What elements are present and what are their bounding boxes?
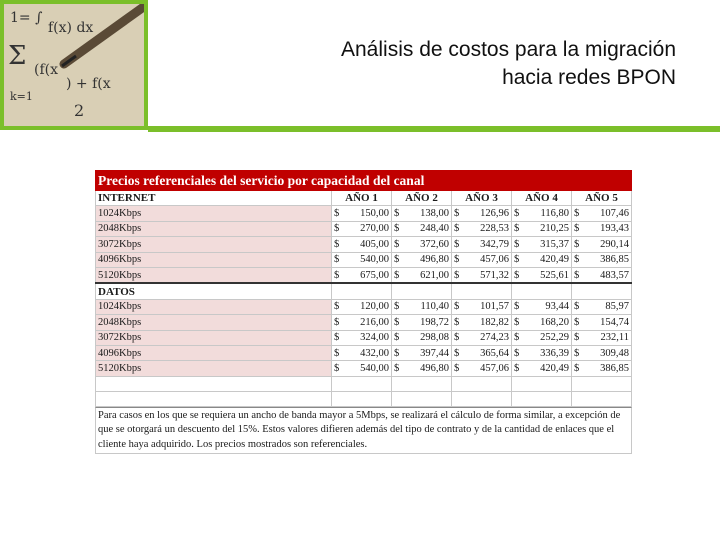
price-amount: 420,49 [540,254,569,266]
price-cell [452,330,512,345]
price-value [574,332,629,343]
price-amount: 101,57 [480,301,509,313]
currency-symbol: $ [334,223,340,235]
price-cell [512,299,572,314]
price-value [514,363,569,374]
price-value [574,223,629,234]
price-amount: 324,00 [360,332,389,344]
price-amount: 496,80 [420,254,449,266]
price-value [454,239,509,250]
currency-symbol: $ [394,208,400,220]
table-row [96,206,632,221]
price-value [334,348,389,359]
price-amount: 432,00 [360,347,389,359]
currency-symbol: $ [394,238,400,250]
empty-cell [512,391,572,406]
price-value [394,270,449,281]
price-amount: 496,80 [420,362,449,374]
table-row [96,361,632,376]
price-cell [512,252,572,267]
speed-label: 5120Kbps [96,267,332,283]
price-value [514,208,569,219]
svg-text:1= ∫: 1= ∫ [10,10,43,26]
empty-cell [512,376,572,391]
price-amount: 457,06 [480,362,509,374]
currency-symbol: $ [334,347,340,359]
price-cell [512,237,572,252]
speed-label: 3072Kbps [96,237,332,252]
price-amount: 621,00 [420,269,449,281]
price-cell [392,345,452,360]
empty-cell [452,391,512,406]
currency-symbol: $ [454,238,460,250]
price-cell [572,345,632,360]
price-cell [512,267,572,283]
price-cell [572,206,632,221]
currency-symbol: $ [574,332,580,344]
price-cell [512,206,572,221]
price-cell [332,345,392,360]
price-cell [332,237,392,252]
currency-symbol: $ [574,238,580,250]
speed-label: 1024Kbps [96,299,332,314]
price-amount: 365,64 [480,347,509,359]
empty-cell [392,376,452,391]
currency-symbol: $ [394,269,400,281]
table-row [96,315,632,330]
currency-symbol: $ [454,362,460,374]
empty-cell [332,283,392,299]
speed-label: 2048Kbps [96,221,332,236]
currency-symbol: $ [334,269,340,281]
price-amount: 315,37 [540,238,569,250]
empty-cell [332,391,392,406]
year-header: AÑO 1 [332,191,392,206]
price-value [394,348,449,359]
slide-title [216,36,676,92]
price-value [334,208,389,219]
currency-symbol: $ [334,332,340,344]
slide-header [0,0,720,130]
price-amount: 116,80 [540,208,569,220]
price-cell [332,361,392,376]
currency-symbol: $ [394,254,400,266]
currency-symbol: $ [454,301,460,313]
price-amount: 290,14 [600,238,630,250]
price-amount: 228,53 [480,223,509,235]
currency-symbol: $ [574,347,580,359]
price-amount: 336,39 [540,347,569,359]
blank-row [96,391,632,406]
price-value [514,317,569,328]
price-amount: 571,32 [480,269,509,281]
price-cell [392,267,452,283]
currency-symbol: $ [454,316,460,328]
price-cell [572,315,632,330]
slide-title-line-1: Análisis de costos para la migración [341,38,676,61]
price-value [454,363,509,374]
header-accent-bar [148,126,720,132]
price-amount: 483,57 [600,269,630,281]
currency-symbol: $ [454,332,460,344]
price-amount: 540,00 [360,254,389,266]
price-value [574,270,629,281]
price-amount: 126,96 [480,208,509,220]
price-cell [512,315,572,330]
currency-symbol: $ [394,347,400,359]
price-value [334,223,389,234]
price-amount: 309,48 [600,347,630,359]
currency-symbol: $ [454,223,460,235]
svg-text:Σ: Σ [8,41,27,71]
empty-cell [572,376,632,391]
price-value [454,301,509,312]
table-row [96,330,632,345]
currency-symbol: $ [574,269,580,281]
price-amount: 182,82 [480,316,509,328]
price-amount: 85,97 [605,301,630,313]
price-cell [392,330,452,345]
section-header-row [96,191,632,206]
currency-symbol: $ [454,347,460,359]
year-header: AÑO 5 [572,191,632,206]
price-amount: 525,61 [540,269,569,281]
speed-label: 2048Kbps [96,315,332,330]
price-value [574,348,629,359]
price-amount: 150,00 [360,208,389,220]
empty-cell [332,376,392,391]
currency-symbol: $ [514,208,520,220]
currency-symbol: $ [514,269,520,281]
svg-text:2: 2 [74,101,85,120]
speed-label: 4096Kbps [96,345,332,360]
currency-symbol: $ [334,238,340,250]
currency-symbol: $ [574,316,580,328]
price-cell [452,237,512,252]
price-cell [452,221,512,236]
price-cell [452,345,512,360]
price-value [334,332,389,343]
price-amount: 232,11 [600,332,630,344]
price-cell [332,206,392,221]
price-cell [572,237,632,252]
year-header: AÑO 2 [392,191,452,206]
price-amount: 93,44 [545,301,569,313]
year-header: AÑO 3 [452,191,512,206]
price-value [394,208,449,219]
price-value [454,208,509,219]
price-cell [512,361,572,376]
price-cell [452,315,512,330]
currency-symbol: $ [334,254,340,266]
price-amount: 168,20 [540,316,569,328]
price-value [454,270,509,281]
price-value [394,363,449,374]
section-header-row [96,283,632,299]
price-amount: 252,29 [540,332,569,344]
price-value [394,223,449,234]
price-amount: 248,40 [420,223,449,235]
price-cell [572,330,632,345]
price-table-sheet [95,170,632,460]
empty-cell [572,391,632,406]
price-cell [512,221,572,236]
section-label: INTERNET [96,191,332,206]
speed-label: 4096Kbps [96,252,332,267]
currency-symbol: $ [514,223,520,235]
math-formula-image [4,4,144,126]
price-value [334,270,389,281]
speed-label: 5120Kbps [96,361,332,376]
price-cell [572,361,632,376]
note-text: Para casos en los que se requiera un ancho de banda mayor a 5Mbps, se realizará el cálculo de forma similar, a excepción de que se otorgará un descuento del 15%. Estos valores difieren además del tipo de contrato y de la cantidad de enlaces que el cliente haya adquirido. Los precios mostrados son referenciales. [98,409,621,450]
empty-cell [452,376,512,391]
note-box [95,407,632,454]
price-amount: 138,00 [420,208,449,220]
price-value [514,270,569,281]
price-value [394,239,449,250]
section-label: DATOS [96,283,332,299]
price-value [454,332,509,343]
price-cell [332,330,392,345]
price-value [574,239,629,250]
price-cell [392,237,452,252]
price-value [394,332,449,343]
price-value [454,254,509,265]
price-value [514,239,569,250]
price-value [574,317,629,328]
currency-symbol: $ [574,254,580,266]
currency-symbol: $ [394,301,400,313]
price-amount: 420,49 [540,362,569,374]
price-value [574,301,629,312]
price-value [334,301,389,312]
table-row [96,267,632,283]
price-cell [332,299,392,314]
price-value [454,348,509,359]
price-value [454,223,509,234]
price-cell [572,252,632,267]
price-cell [392,252,452,267]
price-cell [572,267,632,283]
speed-label: 1024Kbps [96,206,332,221]
price-cell [392,221,452,236]
price-value [514,254,569,265]
empty-cell [452,283,512,299]
blank-row [96,376,632,391]
year-header: AÑO 4 [512,191,572,206]
price-amount: 110,40 [420,301,449,313]
price-amount: 154,74 [600,316,630,328]
price-cell [452,206,512,221]
price-value [334,239,389,250]
price-value [454,317,509,328]
price-value [394,317,449,328]
currency-symbol: $ [334,316,340,328]
table-row [96,345,632,360]
price-cell [452,252,512,267]
currency-symbol: $ [514,362,520,374]
price-amount: 107,46 [600,208,630,220]
price-value [514,223,569,234]
price-amount: 405,00 [360,238,389,250]
empty-cell [512,283,572,299]
price-cell [392,315,452,330]
price-value [514,348,569,359]
currency-symbol: $ [394,223,400,235]
price-amount: 193,43 [600,223,630,235]
svg-text:) + f(x: ) + f(x [66,76,111,92]
table-row [96,221,632,236]
price-value [574,254,629,265]
price-amount: 457,06 [480,254,509,266]
price-value [514,332,569,343]
currency-symbol: $ [514,316,520,328]
price-cell [452,361,512,376]
table-row [96,299,632,314]
speed-label: 3072Kbps [96,330,332,345]
table-title-row [96,171,632,191]
currency-symbol: $ [514,347,520,359]
currency-symbol: $ [574,362,580,374]
price-cell [452,299,512,314]
empty-cell [96,391,332,406]
table-row [96,252,632,267]
price-cell [392,206,452,221]
price-amount: 120,00 [360,301,389,313]
price-cell [392,361,452,376]
header-image-frame [0,0,148,130]
price-cell [332,221,392,236]
price-cell [512,330,572,345]
price-amount: 298,08 [420,332,449,344]
price-value [334,363,389,374]
price-cell [332,267,392,283]
price-amount: 675,00 [360,269,389,281]
slide-title-line-2: hacia redes BPON [502,66,676,89]
currency-symbol: $ [574,223,580,235]
price-amount: 216,00 [360,316,389,328]
currency-symbol: $ [574,208,580,220]
price-amount: 210,25 [540,223,569,235]
price-amount: 397,44 [420,347,449,359]
price-cell [452,267,512,283]
price-value [514,301,569,312]
price-cell [572,221,632,236]
price-cell [572,299,632,314]
table-row [96,237,632,252]
price-amount: 198,72 [420,316,449,328]
currency-symbol: $ [394,332,400,344]
table-title: Precios referenciales del servicio por capacidad del canal [96,171,632,191]
price-cell [512,345,572,360]
currency-symbol: $ [334,301,340,313]
price-cell [392,299,452,314]
svg-text:(f(x: (f(x [34,62,59,78]
price-value [574,363,629,374]
empty-cell [392,283,452,299]
price-value [574,208,629,219]
currency-symbol: $ [334,362,340,374]
currency-symbol: $ [394,316,400,328]
price-amount: 270,00 [360,223,389,235]
currency-symbol: $ [574,301,580,313]
price-cell [332,315,392,330]
currency-symbol: $ [454,208,460,220]
price-amount: 540,00 [360,362,389,374]
empty-cell [96,376,332,391]
empty-cell [572,283,632,299]
price-value [394,254,449,265]
price-amount: 274,23 [480,332,509,344]
currency-symbol: $ [514,238,520,250]
currency-symbol: $ [454,269,460,281]
price-amount: 386,85 [600,254,630,266]
svg-text:k=1: k=1 [10,90,33,103]
svg-text:f(x) dx: f(x) dx [48,20,94,36]
currency-symbol: $ [514,254,520,266]
price-amount: 342,79 [480,238,509,250]
price-cell [332,252,392,267]
currency-symbol: $ [334,208,340,220]
empty-cell [392,391,452,406]
price-value [334,254,389,265]
price-amount: 386,85 [600,362,630,374]
price-value [334,317,389,328]
price-table [95,170,632,407]
price-amount: 372,60 [420,238,449,250]
currency-symbol: $ [514,301,520,313]
currency-symbol: $ [514,332,520,344]
price-value [394,301,449,312]
currency-symbol: $ [454,254,460,266]
currency-symbol: $ [394,362,400,374]
